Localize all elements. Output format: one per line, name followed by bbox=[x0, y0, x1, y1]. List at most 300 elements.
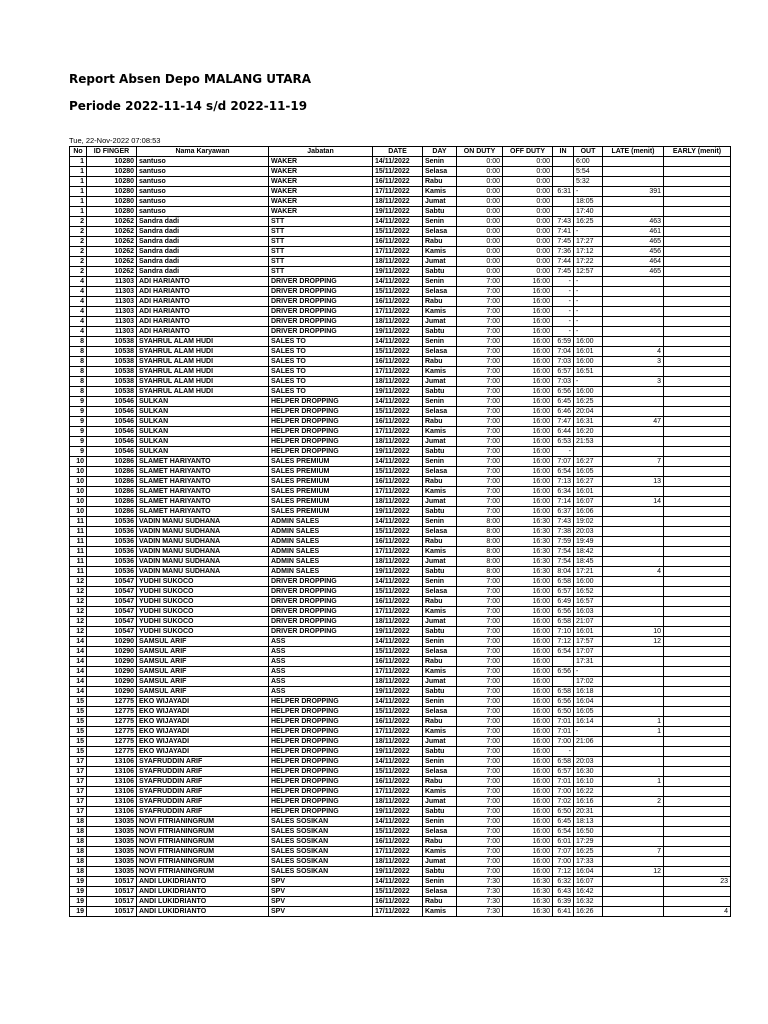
cell-day: Sabtu bbox=[423, 747, 457, 757]
table-row bbox=[70, 207, 731, 217]
cell-on-duty: 8:00 bbox=[457, 547, 503, 557]
col-header-off-duty: OFF DUTY bbox=[503, 147, 553, 157]
cell-out: 17:22 bbox=[574, 257, 603, 267]
cell-late: 14 bbox=[603, 497, 664, 507]
cell-no: 18 bbox=[70, 857, 87, 867]
cell-day: Rabu bbox=[423, 837, 457, 847]
cell-day: Sabtu bbox=[423, 267, 457, 277]
cell-jabatan: ADMIN SALES bbox=[269, 527, 373, 537]
cell-late: 391 bbox=[603, 187, 664, 197]
cell-off-duty: 16:00 bbox=[503, 847, 553, 857]
cell-no: 12 bbox=[70, 617, 87, 627]
cell-date: 16/11/2022 bbox=[373, 897, 423, 907]
cell-name: VADIN MANU SUDHANA bbox=[137, 547, 269, 557]
cell-out: 6:00 bbox=[574, 157, 603, 167]
cell-jabatan: ADMIN SALES bbox=[269, 537, 373, 547]
cell-no: 1 bbox=[70, 177, 87, 187]
table-row bbox=[70, 567, 731, 577]
cell-no: 8 bbox=[70, 337, 87, 347]
cell-no: 11 bbox=[70, 527, 87, 537]
cell-late bbox=[603, 747, 664, 757]
cell-late: 13 bbox=[603, 477, 664, 487]
cell-name: SLAMET HARIYANTO bbox=[137, 487, 269, 497]
table-row bbox=[70, 827, 731, 837]
cell-late bbox=[603, 527, 664, 537]
cell-day: Jumat bbox=[423, 797, 457, 807]
cell-late: 3 bbox=[603, 377, 664, 387]
cell-in: - bbox=[553, 277, 574, 287]
cell-id-finger: 11303 bbox=[87, 327, 137, 337]
cell-name: Sandra dadi bbox=[137, 247, 269, 257]
cell-out: 17:31 bbox=[574, 657, 603, 667]
table-row bbox=[70, 257, 731, 267]
table-row bbox=[70, 487, 731, 497]
cell-day: Kamis bbox=[423, 247, 457, 257]
cell-on-duty: 0:00 bbox=[457, 197, 503, 207]
cell-jabatan: SALES PREMIUM bbox=[269, 497, 373, 507]
cell-out: 18:05 bbox=[574, 197, 603, 207]
cell-date: 16/11/2022 bbox=[373, 477, 423, 487]
cell-out: 16:16 bbox=[574, 797, 603, 807]
cell-early bbox=[664, 677, 731, 687]
cell-name: ANDI LUKIDRIANTO bbox=[137, 907, 269, 917]
cell-day: Jumat bbox=[423, 197, 457, 207]
cell-day: Kamis bbox=[423, 307, 457, 317]
cell-off-duty: 16:00 bbox=[503, 297, 553, 307]
cell-date: 14/11/2022 bbox=[373, 457, 423, 467]
cell-id-finger: 13035 bbox=[87, 847, 137, 857]
table-row bbox=[70, 477, 731, 487]
table-row bbox=[70, 907, 731, 917]
cell-early bbox=[664, 237, 731, 247]
cell-out: 16:03 bbox=[574, 607, 603, 617]
cell-on-duty: 0:00 bbox=[457, 247, 503, 257]
cell-late bbox=[603, 587, 664, 597]
cell-out: 16:06 bbox=[574, 507, 603, 517]
cell-name: NOVI FITRIANINGRUM bbox=[137, 827, 269, 837]
cell-date: 19/11/2022 bbox=[373, 747, 423, 757]
cell-id-finger: 13106 bbox=[87, 767, 137, 777]
cell-in: 7:38 bbox=[553, 527, 574, 537]
cell-late: 1 bbox=[603, 717, 664, 727]
cell-day: Senin bbox=[423, 697, 457, 707]
cell-on-duty: 7:00 bbox=[457, 437, 503, 447]
cell-early bbox=[664, 707, 731, 717]
cell-off-duty: 0:00 bbox=[503, 267, 553, 277]
cell-no: 9 bbox=[70, 437, 87, 447]
table-header-row bbox=[70, 147, 731, 157]
cell-day: Selasa bbox=[423, 227, 457, 237]
cell-jabatan: ADMIN SALES bbox=[269, 567, 373, 577]
cell-out: 18:45 bbox=[574, 557, 603, 567]
cell-day: Senin bbox=[423, 217, 457, 227]
cell-name: SLAMET HARIYANTO bbox=[137, 507, 269, 517]
cell-out: 16:10 bbox=[574, 777, 603, 787]
cell-out: 16:32 bbox=[574, 897, 603, 907]
cell-out: 16:07 bbox=[574, 497, 603, 507]
cell-jabatan: HELPER DROPPING bbox=[269, 797, 373, 807]
table-row bbox=[70, 657, 731, 667]
cell-in: 7:07 bbox=[553, 847, 574, 857]
table-body bbox=[70, 157, 731, 917]
cell-out: 18:42 bbox=[574, 547, 603, 557]
cell-date: 17/11/2022 bbox=[373, 367, 423, 377]
cell-off-duty: 16:00 bbox=[503, 357, 553, 367]
cell-off-duty: 16:00 bbox=[503, 327, 553, 337]
cell-in: 6:34 bbox=[553, 487, 574, 497]
cell-off-duty: 16:00 bbox=[503, 447, 553, 457]
cell-name: ADI HARIANTO bbox=[137, 307, 269, 317]
cell-on-duty: 7:00 bbox=[457, 407, 503, 417]
cell-in: 7:10 bbox=[553, 627, 574, 637]
cell-date: 14/11/2022 bbox=[373, 277, 423, 287]
cell-id-finger: 10280 bbox=[87, 187, 137, 197]
cell-name: NOVI FITRIANINGRUM bbox=[137, 847, 269, 857]
cell-in: 6:41 bbox=[553, 907, 574, 917]
cell-day: Sabtu bbox=[423, 567, 457, 577]
cell-late bbox=[603, 767, 664, 777]
cell-day: Kamis bbox=[423, 847, 457, 857]
cell-in: 7:01 bbox=[553, 777, 574, 787]
cell-late bbox=[603, 577, 664, 587]
cell-id-finger: 10536 bbox=[87, 517, 137, 527]
cell-day: Rabu bbox=[423, 237, 457, 247]
table-row bbox=[70, 437, 731, 447]
cell-in: 6:50 bbox=[553, 707, 574, 717]
cell-out: 17:02 bbox=[574, 677, 603, 687]
cell-in: - bbox=[553, 287, 574, 297]
cell-id-finger: 10547 bbox=[87, 617, 137, 627]
cell-in: - bbox=[553, 317, 574, 327]
cell-late bbox=[603, 787, 664, 797]
col-header-date: DATE bbox=[373, 147, 423, 157]
cell-out: 17:07 bbox=[574, 647, 603, 657]
cell-date: 19/11/2022 bbox=[373, 387, 423, 397]
cell-late bbox=[603, 507, 664, 517]
cell-name: SAMSUL ARIF bbox=[137, 687, 269, 697]
cell-date: 16/11/2022 bbox=[373, 237, 423, 247]
cell-date: 14/11/2022 bbox=[373, 517, 423, 527]
cell-jabatan: HELPER DROPPING bbox=[269, 407, 373, 417]
table-row bbox=[70, 357, 731, 367]
cell-name: Sandra dadi bbox=[137, 237, 269, 247]
cell-out: 16:07 bbox=[574, 877, 603, 887]
cell-day: Rabu bbox=[423, 597, 457, 607]
cell-jabatan: HELPER DROPPING bbox=[269, 737, 373, 747]
cell-id-finger: 10517 bbox=[87, 907, 137, 917]
cell-out: 16:26 bbox=[574, 907, 603, 917]
cell-id-finger: 12775 bbox=[87, 717, 137, 727]
cell-in: 6:01 bbox=[553, 837, 574, 847]
cell-on-duty: 0:00 bbox=[457, 257, 503, 267]
cell-id-finger: 10536 bbox=[87, 537, 137, 547]
cell-no: 18 bbox=[70, 827, 87, 837]
cell-late bbox=[603, 657, 664, 667]
cell-early bbox=[664, 747, 731, 757]
cell-in: 6:54 bbox=[553, 827, 574, 837]
cell-late bbox=[603, 287, 664, 297]
cell-day: Jumat bbox=[423, 437, 457, 447]
cell-on-duty: 7:00 bbox=[457, 467, 503, 477]
cell-out: 17:12 bbox=[574, 247, 603, 257]
cell-id-finger: 13106 bbox=[87, 807, 137, 817]
cell-name: SAMSUL ARIF bbox=[137, 677, 269, 687]
cell-late bbox=[603, 487, 664, 497]
table-row bbox=[70, 187, 731, 197]
cell-id-finger: 13106 bbox=[87, 777, 137, 787]
cell-jabatan: STT bbox=[269, 217, 373, 227]
cell-in: 6:59 bbox=[553, 337, 574, 347]
cell-name: ADI HARIANTO bbox=[137, 277, 269, 287]
cell-date: 15/11/2022 bbox=[373, 227, 423, 237]
cell-id-finger: 11303 bbox=[87, 297, 137, 307]
cell-date: 16/11/2022 bbox=[373, 717, 423, 727]
cell-in: 6:31 bbox=[553, 187, 574, 197]
cell-no: 4 bbox=[70, 297, 87, 307]
table-row bbox=[70, 817, 731, 827]
cell-no: 4 bbox=[70, 317, 87, 327]
cell-off-duty: 16:00 bbox=[503, 817, 553, 827]
cell-out: - bbox=[574, 187, 603, 197]
cell-in: 7:13 bbox=[553, 477, 574, 487]
cell-no: 14 bbox=[70, 677, 87, 687]
cell-in: 7:03 bbox=[553, 357, 574, 367]
cell-jabatan: SALES PREMIUM bbox=[269, 457, 373, 467]
cell-no: 15 bbox=[70, 717, 87, 727]
cell-day: Selasa bbox=[423, 287, 457, 297]
cell-date: 18/11/2022 bbox=[373, 257, 423, 267]
cell-late bbox=[603, 667, 664, 677]
cell-early bbox=[664, 587, 731, 597]
col-header-in: IN bbox=[553, 147, 574, 157]
cell-no: 2 bbox=[70, 217, 87, 227]
cell-no: 18 bbox=[70, 817, 87, 827]
cell-id-finger: 10280 bbox=[87, 157, 137, 167]
cell-day: Senin bbox=[423, 817, 457, 827]
cell-on-duty: 7:00 bbox=[457, 817, 503, 827]
cell-name: ADI HARIANTO bbox=[137, 287, 269, 297]
cell-no: 18 bbox=[70, 847, 87, 857]
cell-off-duty: 16:00 bbox=[503, 837, 553, 847]
cell-late: 4 bbox=[603, 567, 664, 577]
cell-out: 16:00 bbox=[574, 337, 603, 347]
cell-in: 6:43 bbox=[553, 887, 574, 897]
cell-no: 2 bbox=[70, 247, 87, 257]
table-row bbox=[70, 297, 731, 307]
cell-late bbox=[603, 707, 664, 717]
cell-off-duty: 16:00 bbox=[503, 427, 553, 437]
cell-in: 6:56 bbox=[553, 607, 574, 617]
table-row bbox=[70, 197, 731, 207]
cell-out: 20:03 bbox=[574, 527, 603, 537]
cell-jabatan: HELPER DROPPING bbox=[269, 437, 373, 447]
cell-day: Selasa bbox=[423, 167, 457, 177]
cell-no: 10 bbox=[70, 497, 87, 507]
cell-late bbox=[603, 437, 664, 447]
cell-no: 17 bbox=[70, 797, 87, 807]
cell-jabatan: SALES SOSIKAN bbox=[269, 867, 373, 877]
cell-jabatan: HELPER DROPPING bbox=[269, 777, 373, 787]
cell-late bbox=[603, 907, 664, 917]
cell-in: 7:41 bbox=[553, 227, 574, 237]
cell-no: 15 bbox=[70, 747, 87, 757]
cell-early bbox=[664, 247, 731, 257]
cell-id-finger: 10538 bbox=[87, 377, 137, 387]
cell-on-duty: 7:00 bbox=[457, 867, 503, 877]
cell-early bbox=[664, 337, 731, 347]
cell-no: 4 bbox=[70, 327, 87, 337]
table-row bbox=[70, 777, 731, 787]
cell-jabatan: SALES TO bbox=[269, 387, 373, 397]
cell-late: 465 bbox=[603, 267, 664, 277]
cell-out: 16:00 bbox=[574, 357, 603, 367]
cell-jabatan: DRIVER DROPPING bbox=[269, 297, 373, 307]
cell-off-duty: 16:00 bbox=[503, 457, 553, 467]
cell-name: SLAMET HARIYANTO bbox=[137, 457, 269, 467]
cell-no: 17 bbox=[70, 777, 87, 787]
table-row bbox=[70, 497, 731, 507]
cell-late: 7 bbox=[603, 847, 664, 857]
cell-jabatan: ASS bbox=[269, 677, 373, 687]
cell-in: 7:07 bbox=[553, 457, 574, 467]
cell-no: 4 bbox=[70, 277, 87, 287]
cell-late bbox=[603, 887, 664, 897]
table-row bbox=[70, 347, 731, 357]
cell-late bbox=[603, 677, 664, 687]
cell-on-duty: 7:00 bbox=[457, 737, 503, 747]
cell-on-duty: 7:00 bbox=[457, 457, 503, 467]
cell-early bbox=[664, 267, 731, 277]
cell-date: 17/11/2022 bbox=[373, 727, 423, 737]
cell-date: 18/11/2022 bbox=[373, 617, 423, 627]
cell-early bbox=[664, 387, 731, 397]
cell-id-finger: 10286 bbox=[87, 457, 137, 467]
cell-name: SAMSUL ARIF bbox=[137, 657, 269, 667]
cell-on-duty: 7:00 bbox=[457, 727, 503, 737]
cell-day: Selasa bbox=[423, 767, 457, 777]
cell-off-duty: 16:00 bbox=[503, 807, 553, 817]
cell-off-duty: 16:30 bbox=[503, 897, 553, 907]
cell-late bbox=[603, 807, 664, 817]
cell-date: 16/11/2022 bbox=[373, 417, 423, 427]
cell-date: 18/11/2022 bbox=[373, 677, 423, 687]
cell-name: SAMSUL ARIF bbox=[137, 637, 269, 647]
cell-no: 19 bbox=[70, 877, 87, 887]
cell-jabatan: ASS bbox=[269, 637, 373, 647]
table-row bbox=[70, 737, 731, 747]
cell-id-finger: 10517 bbox=[87, 887, 137, 897]
cell-name: EKO WIJAYADI bbox=[137, 707, 269, 717]
cell-on-duty: 7:00 bbox=[457, 357, 503, 367]
cell-late bbox=[603, 857, 664, 867]
cell-off-duty: 16:00 bbox=[503, 587, 553, 597]
cell-in bbox=[553, 167, 574, 177]
cell-late bbox=[603, 757, 664, 767]
cell-on-duty: 7:00 bbox=[457, 717, 503, 727]
table-row bbox=[70, 867, 731, 877]
cell-late: 3 bbox=[603, 357, 664, 367]
cell-late bbox=[603, 537, 664, 547]
cell-out: 19:49 bbox=[574, 537, 603, 547]
cell-on-duty: 7:00 bbox=[457, 627, 503, 637]
cell-late bbox=[603, 397, 664, 407]
cell-id-finger: 10536 bbox=[87, 547, 137, 557]
cell-day: Kamis bbox=[423, 667, 457, 677]
cell-on-duty: 8:00 bbox=[457, 557, 503, 567]
cell-off-duty: 16:00 bbox=[503, 857, 553, 867]
cell-late bbox=[603, 207, 664, 217]
cell-out: - bbox=[574, 307, 603, 317]
cell-in: 6:50 bbox=[553, 807, 574, 817]
cell-id-finger: 10290 bbox=[87, 687, 137, 697]
cell-date: 14/11/2022 bbox=[373, 877, 423, 887]
cell-no: 9 bbox=[70, 417, 87, 427]
cell-name: santuso bbox=[137, 207, 269, 217]
cell-date: 15/11/2022 bbox=[373, 767, 423, 777]
cell-in bbox=[553, 677, 574, 687]
cell-out: 16:31 bbox=[574, 417, 603, 427]
cell-no: 10 bbox=[70, 487, 87, 497]
cell-no: 11 bbox=[70, 547, 87, 557]
cell-on-duty: 8:00 bbox=[457, 567, 503, 577]
cell-on-duty: 7:00 bbox=[457, 827, 503, 837]
cell-in: 7:01 bbox=[553, 727, 574, 737]
cell-off-duty: 16:00 bbox=[503, 697, 553, 707]
cell-early bbox=[664, 897, 731, 907]
cell-date: 15/11/2022 bbox=[373, 647, 423, 657]
cell-off-duty: 0:00 bbox=[503, 167, 553, 177]
cell-off-duty: 16:00 bbox=[503, 667, 553, 677]
cell-no: 2 bbox=[70, 237, 87, 247]
cell-date: 16/11/2022 bbox=[373, 297, 423, 307]
table-row bbox=[70, 527, 731, 537]
cell-out: 16:51 bbox=[574, 367, 603, 377]
cell-in: 7:00 bbox=[553, 787, 574, 797]
cell-off-duty: 16:00 bbox=[503, 677, 553, 687]
cell-jabatan: SALES PREMIUM bbox=[269, 477, 373, 487]
cell-early bbox=[664, 807, 731, 817]
cell-late: 456 bbox=[603, 247, 664, 257]
cell-id-finger: 13106 bbox=[87, 757, 137, 767]
cell-name: NOVI FITRIANINGRUM bbox=[137, 867, 269, 877]
cell-early bbox=[664, 557, 731, 567]
cell-day: Kamis bbox=[423, 367, 457, 377]
cell-jabatan: HELPER DROPPING bbox=[269, 697, 373, 707]
cell-no: 9 bbox=[70, 447, 87, 457]
cell-on-duty: 7:00 bbox=[457, 487, 503, 497]
cell-early bbox=[664, 257, 731, 267]
cell-jabatan: DRIVER DROPPING bbox=[269, 577, 373, 587]
cell-early bbox=[664, 607, 731, 617]
cell-id-finger: 11303 bbox=[87, 287, 137, 297]
cell-day: Senin bbox=[423, 577, 457, 587]
cell-no: 9 bbox=[70, 427, 87, 437]
table-row bbox=[70, 167, 731, 177]
cell-date: 17/11/2022 bbox=[373, 307, 423, 317]
cell-off-duty: 16:30 bbox=[503, 877, 553, 887]
cell-early bbox=[664, 637, 731, 647]
cell-early: 4 bbox=[664, 907, 731, 917]
cell-in: 6:39 bbox=[553, 897, 574, 907]
cell-name: SLAMET HARIYANTO bbox=[137, 477, 269, 487]
cell-early bbox=[664, 837, 731, 847]
cell-id-finger: 10547 bbox=[87, 577, 137, 587]
cell-day: Selasa bbox=[423, 527, 457, 537]
cell-off-duty: 16:30 bbox=[503, 527, 553, 537]
cell-on-duty: 7:00 bbox=[457, 297, 503, 307]
cell-in: 6:37 bbox=[553, 507, 574, 517]
cell-off-duty: 16:00 bbox=[503, 647, 553, 657]
